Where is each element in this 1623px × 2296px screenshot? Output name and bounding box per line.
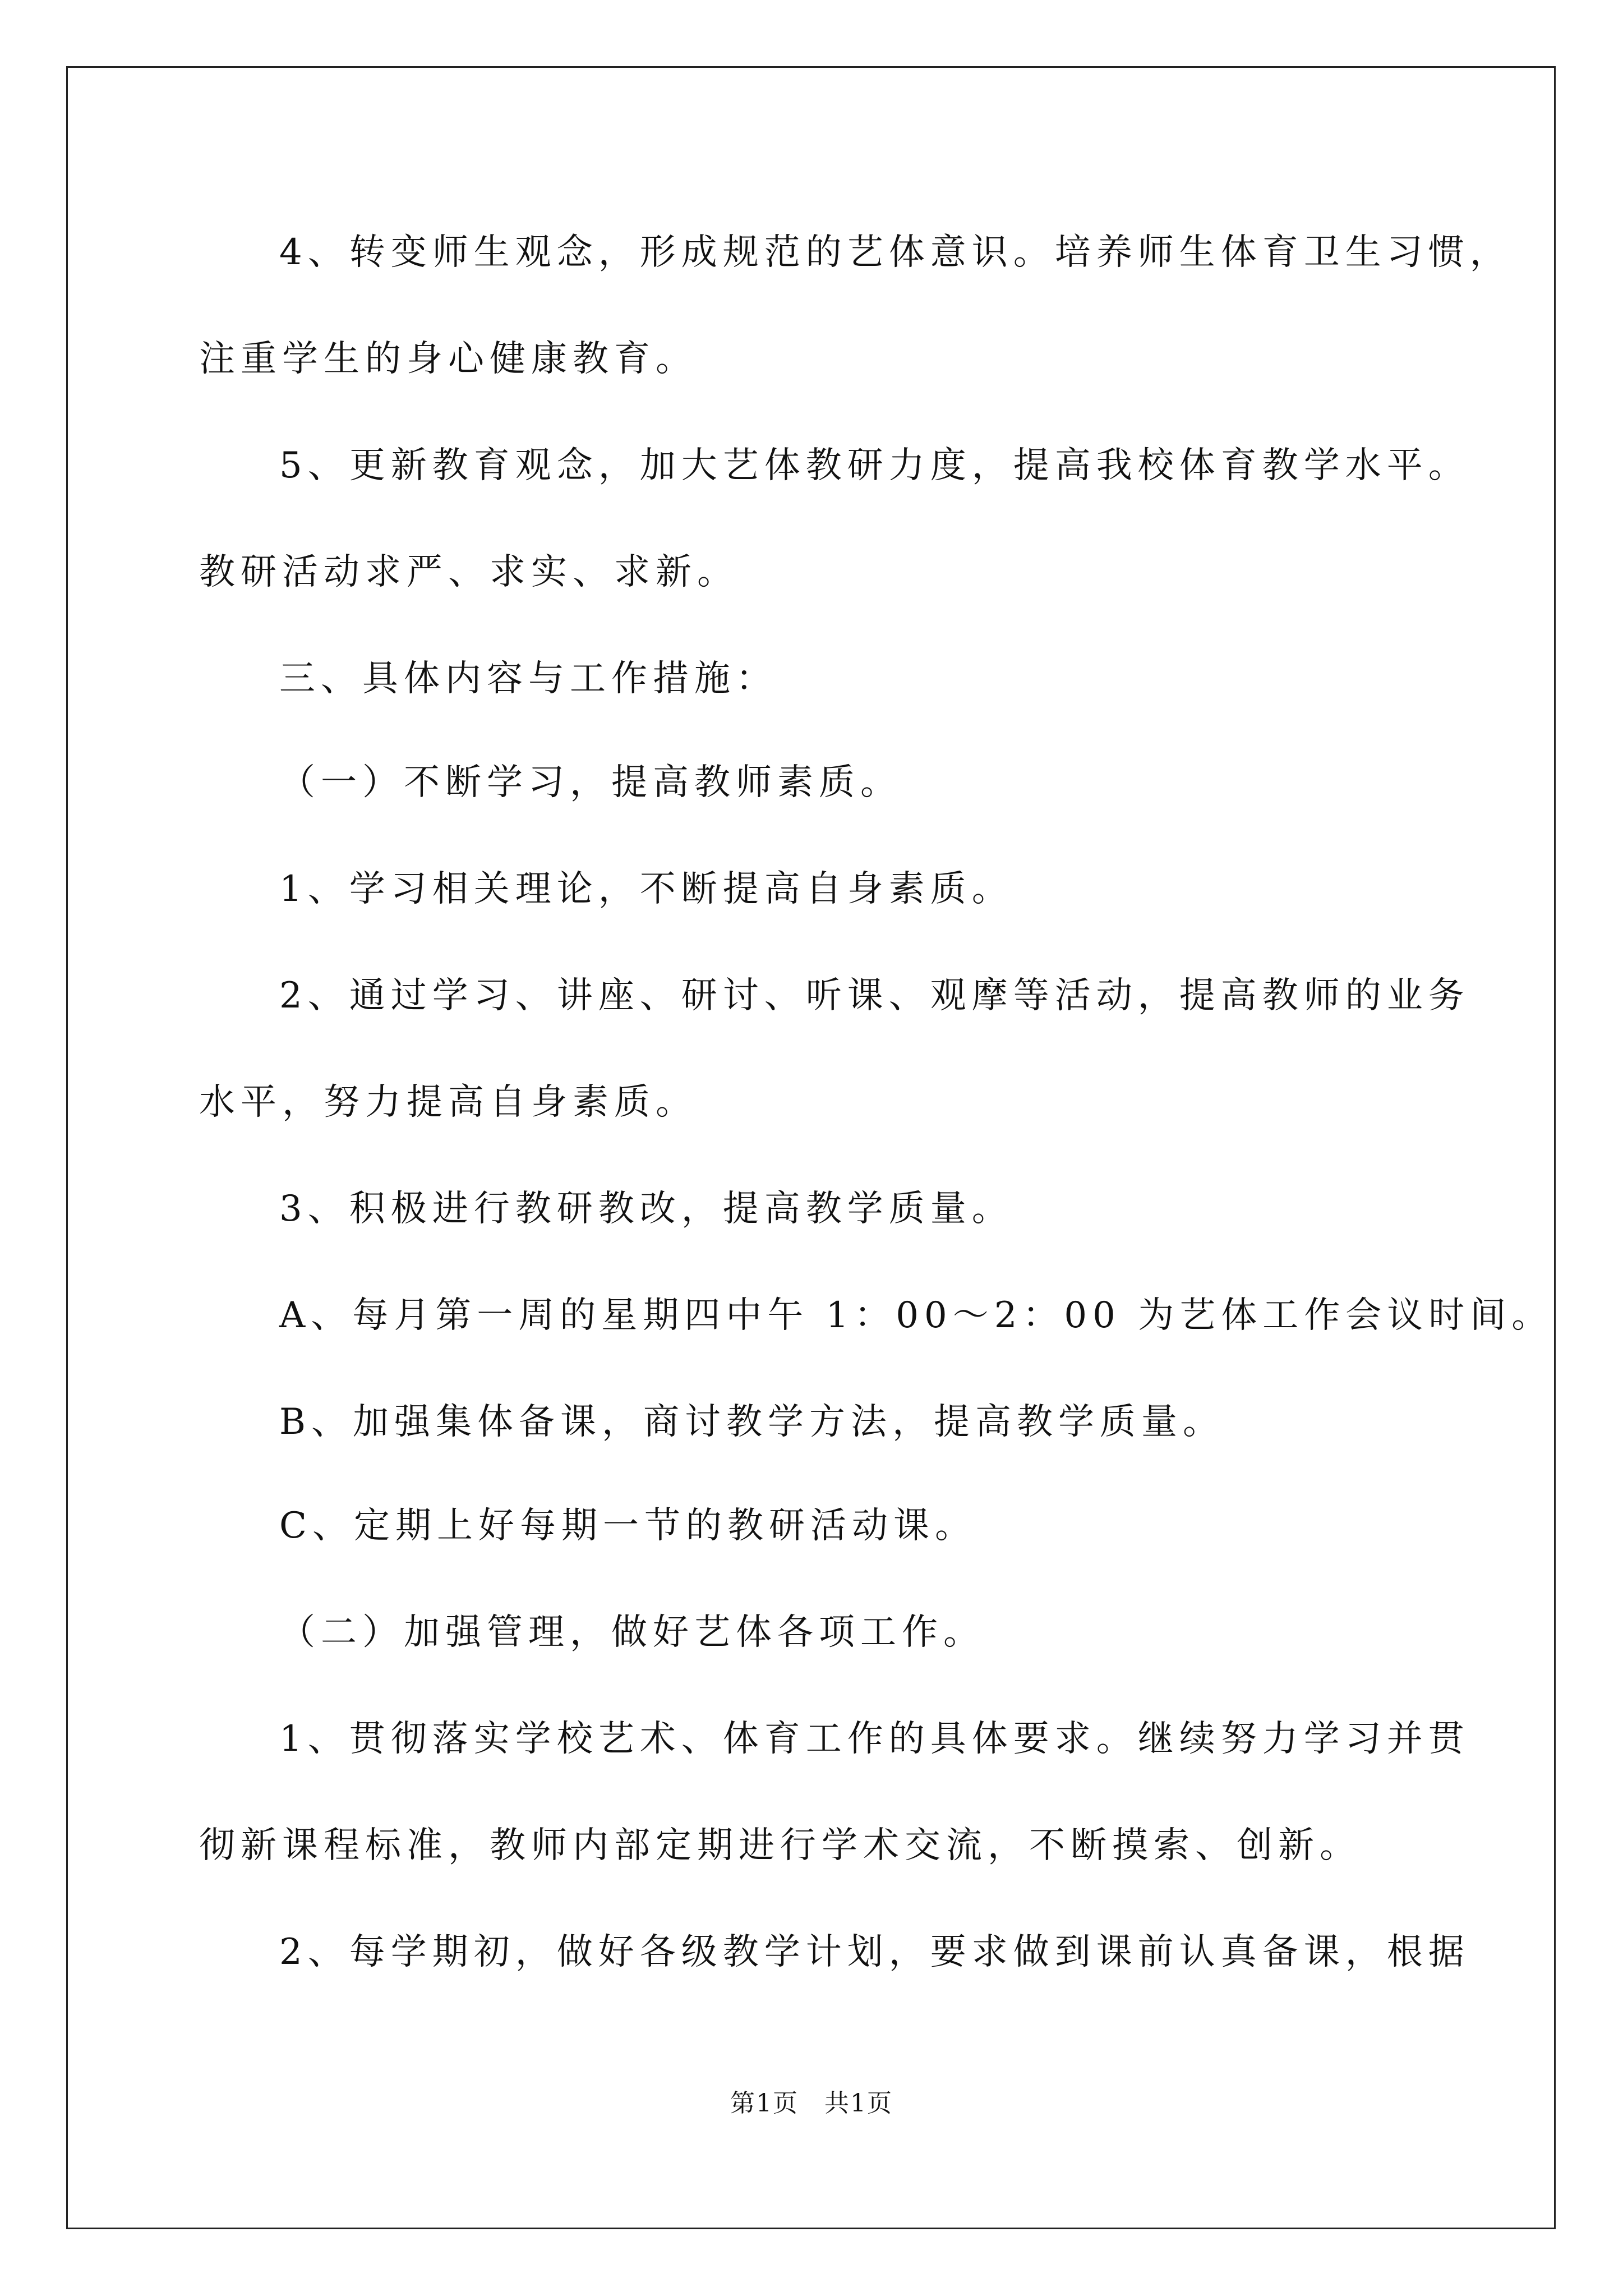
page-number: 第1页 共1页 — [730, 2089, 893, 2118]
page-border — [66, 66, 1556, 2229]
text-line: 2、通过学习、讲座、研讨、听课、观摩等活动，提高教师的业务 — [279, 975, 1470, 1016]
subsection-heading: （二）加强管理，做好艺体各项工作。 — [279, 1612, 985, 1653]
text-line: 彻新课程标准，教师内部定期进行学术交流，不断摸索、创新。 — [199, 1825, 1361, 1866]
section-heading: 三、具体内容与工作措施： — [279, 658, 777, 700]
text-line: 5、更新教育观念，加大艺体教研力度，提高我校体育教学水平。 — [279, 445, 1470, 486]
text-line: A、每月第一周的星期四中午 1：00～2：00 为艺体工作会议时间。 — [279, 1295, 1553, 1336]
text-line: 3、积极进行教研教改，提高教学质量。 — [279, 1188, 1013, 1230]
text-line: C、定期上好每期一节的教研活动课。 — [279, 1505, 976, 1547]
text-line: 1、贯彻落实学校艺术、体育工作的具体要求。继续努力学习并贯 — [279, 1718, 1470, 1760]
text-line: 4、转变师生观念，形成规范的艺体意识。培养师生体育卫生习惯， — [279, 232, 1511, 273]
text-line: 水平，努力提高自身素质。 — [199, 1082, 697, 1123]
subsection-heading: （一）不断学习，提高教师素质。 — [279, 762, 902, 803]
text-line: 1、学习相关理论，不断提高自身素质。 — [279, 868, 1013, 910]
text-line: 教研活动求严、求实、求新。 — [199, 551, 739, 593]
text-line: 注重学生的身心健康教育。 — [199, 338, 697, 380]
text-line: B、加强集体备课，商讨教学方法，提高教学质量。 — [279, 1401, 1225, 1443]
text-line: 2、每学期初，做好各级教学计划，要求做到课前认真备课，根据 — [279, 1931, 1470, 1973]
